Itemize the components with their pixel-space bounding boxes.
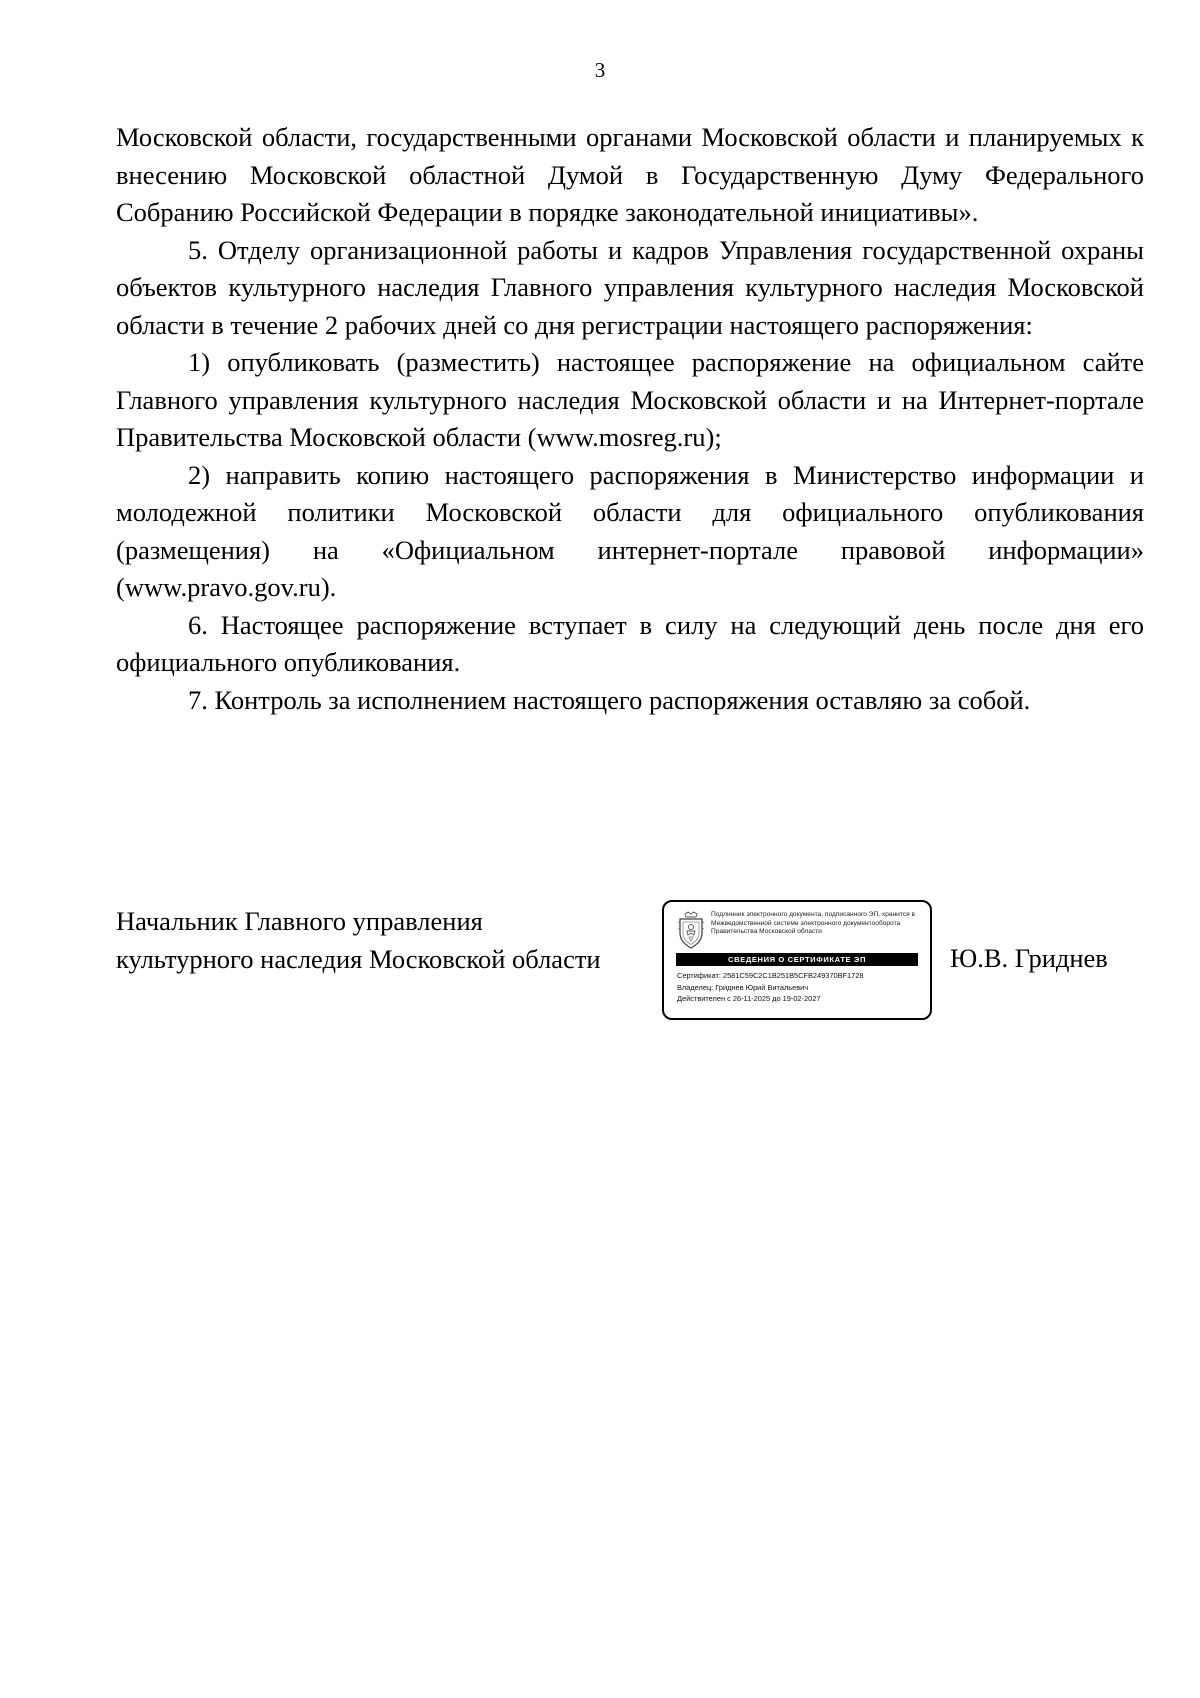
document-body: [116, 119, 1144, 719]
page-number: 3: [594, 58, 606, 82]
stamp-certificate-header: СВЕДЕНИЯ О СЕРТИФИКАТЕ ЭП: [676, 953, 918, 966]
stamp-certificate-number: Сертификат: 2581C59C2C1B251B5CFB249370BF1728: [677, 971, 864, 980]
paragraph-item-6: 6. Настоящее распоряжение вступает в силу на следующий день после дня его официального опубликования.: [116, 609, 1144, 677]
paragraph-continuation: Московской области, государственными органами Московской области и планируемых к внесению Московской областной Думой в Государственную Думу Федерального Собранию Российской Федерации в порядке законодательной инициативы».: [116, 122, 1144, 227]
signatory-title: [116, 903, 656, 978]
signatory-title-line-1: Начальник Главного управления: [116, 906, 483, 936]
stamp-notice: Подлинник электронного документа, подписанного ЭП, хранится в Межведомственной системе электронного документооборота Правительства Московской области: [711, 911, 916, 936]
stamp-certificate-owner: Владелец: Гриднев Юрий Витальевич: [677, 982, 809, 992]
paragraph-item-7: 7. Контроль за исполнением настоящего распоряжения оставляю за собой.: [188, 684, 1031, 715]
paragraph-subitem-1: 1) опубликовать (разместить) настоящее распоряжение на официальном сайте Главного управления культурного наследия Московской области и на Интернет-портале Правительства Московской области (www.mosreg.ru);: [116, 347, 1144, 452]
paragraph-item-5: 5. Отделу организационной работы и кадров Управления государственной охраны объектов культурного наследия Главного управления культурного наследия Московской области в течение 2 рабочих дней со дня регистрации настоящего распоряжения:: [116, 234, 1144, 340]
paragraph-subitem-2: 2) направить копию настоящего распоряжения в Министерство информации и молодежной политики Московской области для официального опубликования (размещения) на «Официальном интернет-портале правовой информации» (www.pravo.gov.ru).: [116, 459, 1144, 602]
stamp-certificate-details: [677, 970, 922, 1005]
signatory-name: Ю.В. Гриднев: [950, 943, 1108, 973]
stamp-certificate-validity: Действителен с 26-11-2025 до 19-02-2027: [677, 994, 821, 1003]
signatory-title-line-2: культурного наследия Московской области: [116, 943, 601, 974]
electronic-signature-stamp: [662, 900, 932, 1020]
coat-of-arms-icon: [676, 911, 706, 949]
